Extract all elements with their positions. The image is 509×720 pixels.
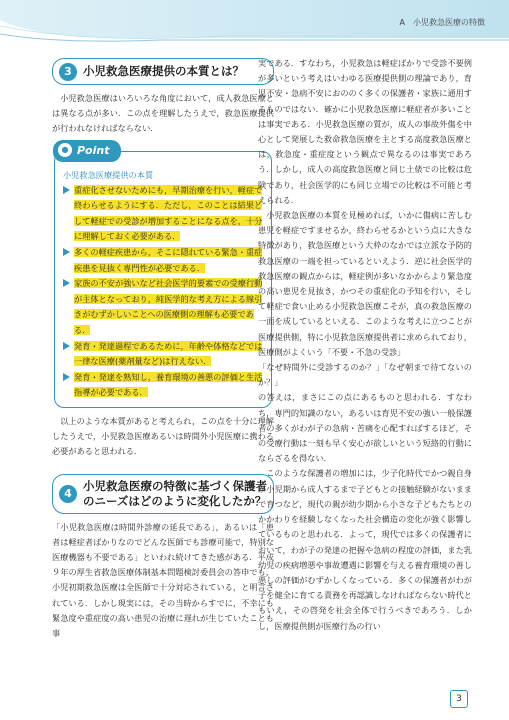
point-badge-label: Point bbox=[77, 143, 110, 157]
paragraph: 実である．すなわち，小児救急は軽症ばかりで受診不要例が多いという考えはいわゆる医療提供側の理論であり，育児不安・急病不安におののく多くの保護者・家族に通用するものではない．確かに小児救急医療に軽症者が多いことは事実である．小児救急医療の質が，成人の事故外傷を中心として発展した救命救急医療を主とする高度救急医療とは，救急度・重症度という観点で異なるのは事実であろう．しかし，成人の高度救急医療と同じ土俵での比較は危険であり，社会医学的にも同じ立場での比較は不可能と考えられる． bbox=[258, 58, 472, 205]
point-item bbox=[63, 276, 263, 338]
point-item-text: 発育・発達を熟知し，養育環境の善悪の評価と生活指導が必要である． bbox=[74, 371, 263, 398]
paragraph: 小児救急医療の本質を見極めれば，いかに傷病に苦しむ患児を軽症ですませるか，終わらせるかという点に大きな特徴があり，救急医療という大枠のなかでは立派な予防的救急医療の一端を担っているといえよう．逆に社会医学的救急医療の観点からは，軽症例が多いなかからより緊急度の高い患児を見抜き，かつその重症化の予知を行い，そして軽症で食い止める小児救急医療こそが，真の救急医療の一面を成しているといえる．このような考えに立つことが医療提供側，特に小児救急医療提供者に求められており，医療側がよくいう「不要・不急の受診」 bbox=[258, 210, 472, 357]
section-3-outro: 以上のような本質があると考えられ，この点を十分に理解したうえで，小児救急医療あるいは時間外小児医療に携わる必要があると思われる． bbox=[52, 415, 274, 457]
lightbulb-icon: ● bbox=[58, 143, 72, 157]
point-item bbox=[63, 245, 263, 276]
section-title: 小児救急医療提供の本質とは？ bbox=[83, 64, 244, 78]
point-badge bbox=[53, 140, 121, 162]
section-3-intro: 小児救急医療はいろいろな角度において，成人救急医療とは異なる点が多い．この点を理解したうえで，救急医療提供が行われなければならない． bbox=[52, 93, 274, 134]
quoted-question: 「なぜ時間外に受診するのか？」「なぜ朝まで待てないのか？」 bbox=[258, 362, 472, 388]
section-4-paragraph: 「小児救急医療は時間外診療の延長である」，あるいは「患者は軽症者ばかりなのでどんな医師でも診療可能で，特別な医療機器も不要である」といわれ続けてきた感がある．平成９年の厚生省救急医療体制基本問題検討委員会の答申でも，小児初期救急医療は全医師で十分対応されている，と明言されている．しかし現実には，その当時からすでに，不幸にも緊急度や重症度の高い患児の治療に遅れが生じていたことも事 bbox=[52, 521, 274, 638]
bullet-triangle-icon bbox=[63, 186, 70, 194]
bullet-triangle-icon bbox=[63, 342, 70, 350]
point-item bbox=[63, 339, 263, 370]
point-item-text: 家族の不安が強いなど社会医学的要素での受療行動が主体となっており，純医学的な考え方による線引きがむずかしいことへの医療側の理解も必要である． bbox=[74, 278, 263, 335]
point-box bbox=[54, 143, 272, 408]
point-item-text: 重症化させないためにも，早期治療を行い，軽症で終わらせるようにする．ただし，このことは結果として軽症での受診が増加することになる点を，十分に理解しておく必要がある． bbox=[74, 184, 263, 242]
page-header bbox=[0, 0, 509, 44]
section-title: 小児救急医療の特徴に基づく保護者のニーズはどのように変化したか？ bbox=[83, 478, 267, 508]
bullet-triangle-icon bbox=[63, 279, 70, 287]
point-item bbox=[63, 183, 263, 245]
paragraph: このような保護者の増加には，少子化時代でかつ親自身が小児期から成人するまで子どもとの接触経験がないままで育つなど，現代の親が幼少期から小さな子どもたちとのかかわりを経験しなくなった社会構造の変化が強く影響しているものと思われる．よって，現代では多くの保護者において，わが子の発達の把握や急病の程度の評価，また乳幼児の疾病増悪や事故遭遇に影響を与える養育環境の善し悪しの評価がむずかしくなっている．多くの保護者がわが子を健全に育てる責務を再認識しなければならない時代ともいえ，その啓発を社会全体で行うべきであろう．しかし，医療提供側が医療行為の行い bbox=[258, 468, 472, 631]
page-number: 3 bbox=[450, 690, 468, 708]
section-3-heading bbox=[52, 58, 274, 85]
point-item bbox=[63, 370, 263, 401]
point-subtitle: 小児救急医療提供の本質 bbox=[63, 169, 154, 180]
right-column bbox=[258, 56, 472, 634]
bullet-triangle-icon bbox=[63, 373, 70, 381]
section-number-badge: 3 bbox=[59, 63, 77, 81]
running-header: A 小児救急医療の特徴 bbox=[399, 18, 485, 27]
section-4-heading bbox=[52, 474, 274, 514]
paragraph: の答えは，まさにこの点にあるものと思われる．すなわち，専門的知識のない，あるいは育児不安の強い一般保護者の多くがわが子の急病・苦痛を心配すればするほど，その受療行動は一刻も早く安心が欲しいという短絡的行動にならざるを得ない． bbox=[258, 392, 472, 464]
section-number-badge: 4 bbox=[59, 485, 77, 503]
left-column bbox=[52, 58, 274, 641]
point-item-text: 発育・発達過程であるために，年齢や体格などでは一律な医療(薬剤量など)は行えない． bbox=[74, 340, 263, 367]
bullet-triangle-icon bbox=[63, 248, 70, 256]
point-item-text: 多くの軽症疾患から，そこに隠れている緊急・重症疾患を見抜く専門性が必要である． bbox=[74, 246, 263, 273]
